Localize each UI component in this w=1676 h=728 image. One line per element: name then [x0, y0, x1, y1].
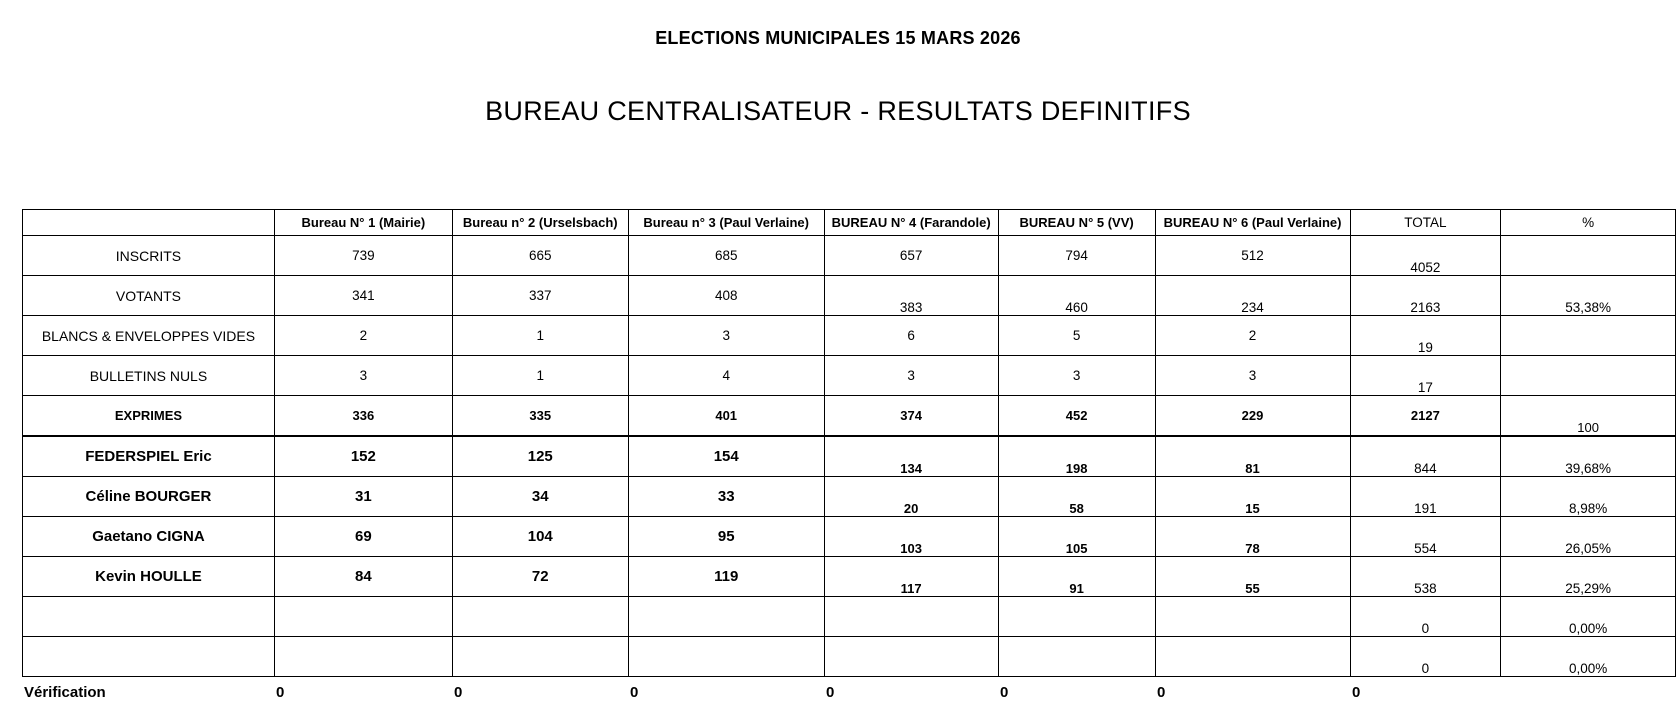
cell-bureau-5: 91: [998, 557, 1155, 597]
cell-total: 844: [1350, 436, 1501, 477]
header-bureau-4: BUREAU N° 4 (Farandole): [824, 210, 998, 236]
cell-bureau-4: 3: [824, 356, 998, 396]
cell-percent: 53,38%: [1501, 276, 1676, 316]
cell-bureau-2: 335: [452, 396, 628, 437]
cell-bureau-4: [824, 597, 998, 637]
header-empty-cell: [23, 210, 275, 236]
header-bureau-2: Bureau n° 2 (Urselsbach): [452, 210, 628, 236]
candidate-row: [23, 477, 1676, 517]
header-total: TOTAL: [1350, 210, 1501, 236]
verification-total: 0: [1352, 684, 1361, 701]
cell-bureau-2: 125: [452, 436, 628, 477]
cell-percent: 39,68%: [1501, 436, 1676, 477]
cell-bureau-5: [998, 597, 1155, 637]
candidate-name: Céline BOURGER: [23, 477, 275, 517]
candidate-name: Kevin HOULLE: [23, 557, 275, 597]
cell-bureau-3: 401: [628, 396, 824, 437]
cell-bureau-1: 69: [274, 517, 452, 557]
cell-bureau-2: 1: [452, 356, 628, 396]
cell-total: 17: [1350, 356, 1501, 396]
cell-bureau-2: [452, 637, 628, 677]
verification-label: Vérification: [24, 684, 106, 701]
cell-bureau-4: 657: [824, 236, 998, 276]
row-label: EXPRIMES: [23, 396, 275, 437]
cell-bureau-5: 452: [998, 396, 1155, 437]
cell-bureau-4: 134: [824, 436, 998, 477]
cell-total: 554: [1350, 517, 1501, 557]
cell-bureau-6: 234: [1155, 276, 1350, 316]
header-percent: %: [1501, 210, 1676, 236]
cell-bureau-2: 665: [452, 236, 628, 276]
cell-bureau-1: 739: [274, 236, 452, 276]
cell-bureau-3: 33: [628, 477, 824, 517]
header-bureau-3: Bureau n° 3 (Paul Verlaine): [628, 210, 824, 236]
cell-bureau-2: 337: [452, 276, 628, 316]
cell-bureau-1: 336: [274, 396, 452, 437]
cell-percent: 0,00%: [1501, 637, 1676, 677]
header-bureau-5: BUREAU N° 5 (VV): [998, 210, 1155, 236]
cell-percent: [1501, 356, 1676, 396]
cell-bureau-3: 3: [628, 316, 824, 356]
cell-bureau-6: 78: [1155, 517, 1350, 557]
candidate-name: FEDERSPIEL Eric: [23, 436, 275, 477]
cell-bureau-4: 117: [824, 557, 998, 597]
cell-bureau-1: [274, 597, 452, 637]
verification-bureau-2: 0: [454, 684, 463, 701]
verification-bureau-4: 0: [826, 684, 835, 701]
cell-bureau-6: 2: [1155, 316, 1350, 356]
cell-bureau-1: 31: [274, 477, 452, 517]
page-title: BUREAU CENTRALISATEUR - RESULTATS DEFINITIFS: [485, 96, 1191, 126]
cell-bureau-6: 512: [1155, 236, 1350, 276]
cell-bureau-3: 119: [628, 557, 824, 597]
cell-bureau-3: 154: [628, 436, 824, 477]
cell-bureau-6: 55: [1155, 557, 1350, 597]
cell-percent: 25,29%: [1501, 557, 1676, 597]
cell-bureau-1: [274, 637, 452, 677]
cell-bureau-6: 3: [1155, 356, 1350, 396]
candidate-row: [23, 436, 1676, 477]
cell-bureau-5: 794: [998, 236, 1155, 276]
verification-bureau-6: 0: [1157, 684, 1166, 701]
cell-bureau-3: 95: [628, 517, 824, 557]
candidate-row: [23, 517, 1676, 557]
cell-total: 2127: [1350, 396, 1501, 437]
cell-bureau-2: 104: [452, 517, 628, 557]
cell-bureau-5: 5: [998, 316, 1155, 356]
cell-bureau-3: [628, 637, 824, 677]
cell-bureau-3: 685: [628, 236, 824, 276]
cell-bureau-3: 408: [628, 276, 824, 316]
cell-bureau-6: 15: [1155, 477, 1350, 517]
cell-bureau-4: 374: [824, 396, 998, 437]
cell-bureau-3: 4: [628, 356, 824, 396]
cell-bureau-5: 105: [998, 517, 1155, 557]
cell-bureau-1: 3: [274, 356, 452, 396]
cell-percent: 8,98%: [1501, 477, 1676, 517]
verification-bureau-5: 0: [1000, 684, 1009, 701]
row-label: VOTANTS: [23, 276, 275, 316]
cell-bureau-5: 198: [998, 436, 1155, 477]
row-nuls: [23, 356, 1676, 396]
cell-total: 0: [1350, 637, 1501, 677]
cell-bureau-4: 383: [824, 276, 998, 316]
cell-bureau-4: [824, 637, 998, 677]
cell-bureau-4: 6: [824, 316, 998, 356]
row-label: INSCRITS: [23, 236, 275, 276]
candidate-row: [23, 597, 1676, 637]
row-exprimes: [23, 396, 1676, 437]
header-bureau-6: BUREAU N° 6 (Paul Verlaine): [1155, 210, 1350, 236]
cell-bureau-1: 2: [274, 316, 452, 356]
cell-bureau-6: 229: [1155, 396, 1350, 437]
candidate-row: [23, 557, 1676, 597]
row-votants: [23, 276, 1676, 316]
cell-bureau-6: [1155, 637, 1350, 677]
verification-bureau-3: 0: [630, 684, 639, 701]
table-header-row: [23, 210, 1676, 236]
candidate-row: [23, 637, 1676, 677]
cell-total: 0: [1350, 597, 1501, 637]
cell-bureau-4: 103: [824, 517, 998, 557]
row-blancs: [23, 316, 1676, 356]
cell-percent: 0,00%: [1501, 597, 1676, 637]
header-bureau-1: Bureau N° 1 (Mairie): [274, 210, 452, 236]
cell-bureau-1: 84: [274, 557, 452, 597]
cell-percent: [1501, 236, 1676, 276]
results-table: [22, 209, 1676, 677]
cell-bureau-5: [998, 637, 1155, 677]
cell-bureau-5: 58: [998, 477, 1155, 517]
verification-bureau-1: 0: [276, 684, 285, 701]
cell-bureau-2: [452, 597, 628, 637]
cell-bureau-6: [1155, 597, 1350, 637]
row-inscrits: [23, 236, 1676, 276]
cell-total: 4052: [1350, 236, 1501, 276]
cell-bureau-1: 341: [274, 276, 452, 316]
candidate-name: [23, 637, 275, 677]
cell-percent: 26,05%: [1501, 517, 1676, 557]
cell-bureau-4: 20: [824, 477, 998, 517]
cell-total: 19: [1350, 316, 1501, 356]
cell-bureau-6: 81: [1155, 436, 1350, 477]
cell-bureau-2: 34: [452, 477, 628, 517]
cell-bureau-3: [628, 597, 824, 637]
cell-total: 191: [1350, 477, 1501, 517]
cell-bureau-2: 72: [452, 557, 628, 597]
cell-total: 538: [1350, 557, 1501, 597]
cell-bureau-5: 460: [998, 276, 1155, 316]
candidate-name: Gaetano CIGNA: [23, 517, 275, 557]
cell-bureau-2: 1: [452, 316, 628, 356]
election-subtitle: ELECTIONS MUNICIPALES 15 MARS 2026: [655, 28, 1021, 48]
cell-percent: [1501, 316, 1676, 356]
cell-percent: 100: [1501, 396, 1676, 437]
cell-bureau-1: 152: [274, 436, 452, 477]
row-label: BULLETINS NULS: [23, 356, 275, 396]
row-label: BLANCS & ENVELOPPES VIDES: [23, 316, 275, 356]
cell-bureau-5: 3: [998, 356, 1155, 396]
cell-total: 2163: [1350, 276, 1501, 316]
candidate-name: [23, 597, 275, 637]
